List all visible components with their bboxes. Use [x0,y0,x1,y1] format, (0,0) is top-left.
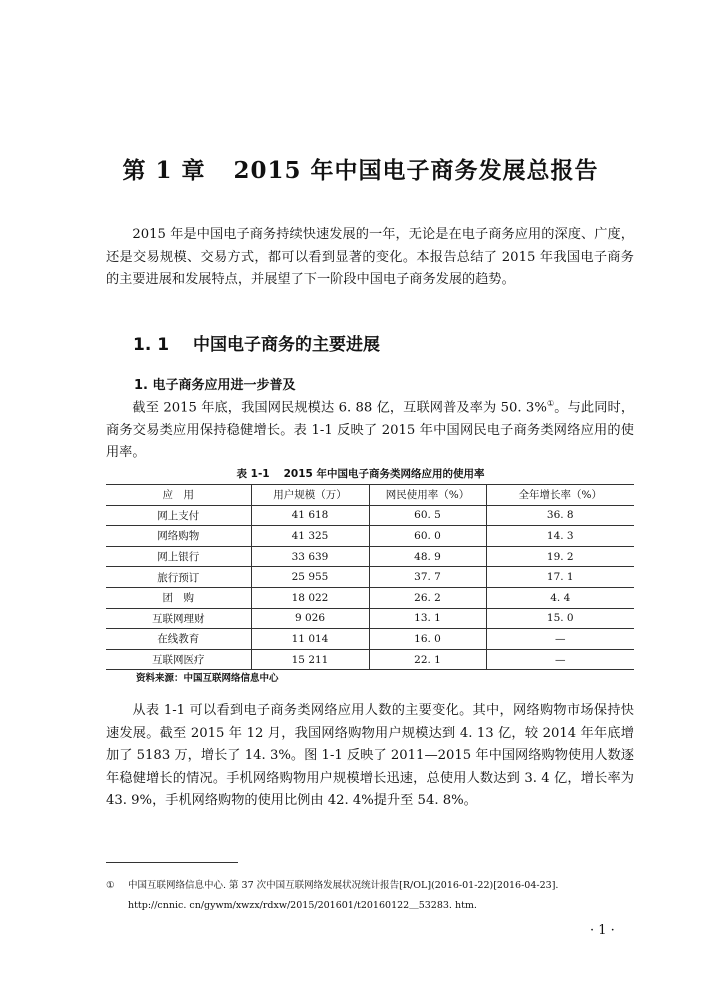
footnote-marker: ① [106,880,115,891]
header-usage-rate: 网民使用率（%） [369,485,486,506]
cell-growth-rate: 19. 2 [486,546,634,567]
cell-application: 网络购物 [106,526,251,547]
section-title [133,330,380,355]
table-row [106,505,634,526]
cell-application: 在线教育 [106,629,251,650]
table-number: 表 1-1 [236,468,270,480]
table-row [106,629,634,650]
cell-user-scale: 33 639 [251,546,369,567]
cell-application: 网上银行 [106,546,251,567]
page-number: · 1 · [590,923,615,938]
footnote-text: 中国互联网络信息中心. 第 37 次中国互联网络发展状况统计报告[R/OL](2016-01-22)[2016-04-23]. [128,880,559,891]
cell-growth-rate: 14. 3 [486,526,634,547]
chapter-title [0,152,721,185]
cell-application: 旅行预订 [106,567,251,588]
cell-usage-rate: 13. 1 [369,608,486,629]
chapter-number: 第 1 章 [122,157,206,184]
table-row [106,567,634,588]
table-source: 资料来源：中国互联网络信息中心 [136,673,279,684]
cell-growth-rate: 17. 1 [486,567,634,588]
footnote-reference[interactable]: ① [546,399,555,408]
header-growth-rate: 全年增长率（%） [486,485,634,506]
cell-user-scale: 9 026 [251,608,369,629]
footnote-url[interactable]: http://cnnic. cn/gywm/xwzx/rdxw/2015/201601/t20160122＿53283. htm. [128,900,477,911]
chapter-name: 2015 年中国电子商务发展总报告 [233,157,599,184]
table-row [106,649,634,670]
table-row [106,526,634,547]
cell-application: 团 购 [106,587,251,608]
footnote [106,876,634,916]
cell-growth-rate: — [486,629,634,650]
cell-application: 网上支付 [106,505,251,526]
subsection-title: 1. 电子商务应用进一步普及 [134,378,296,393]
header-user-scale: 用户规模（万） [251,485,369,506]
cell-usage-rate: 60. 5 [369,505,486,526]
cell-usage-rate: 48. 9 [369,546,486,567]
cell-usage-rate: 26. 2 [369,587,486,608]
ecommerce-usage-table [106,484,634,670]
table-caption [0,466,721,481]
cell-growth-rate: — [486,649,634,670]
table-title: 2015 年中国电子商务类网络应用的使用率 [283,468,485,480]
cell-user-scale: 25 955 [251,567,369,588]
cell-usage-rate: 60. 0 [369,526,486,547]
cell-user-scale: 18 022 [251,587,369,608]
cell-user-scale: 15 211 [251,649,369,670]
intro-paragraph: 2015 年是中国电子商务持续快速发展的一年，无论是在电子商务应用的深度、广度，还是交易规模、交易方式，都可以看到显著的变化。本报告总结了 2015 年我国电子商务的主要进展和发展特点，并展望了下一阶段中国电子商务发展的趋势。 [106,227,634,287]
paragraph-online-shopping: 从表 1-1 可以看到电子商务类网络应用人数的主要变化。其中，网络购物市场保持快速发展。截至 2015 年 12 月，我国网络购物用户规模达到 4. 13 亿，较 2014 年年底增加了 5183 万，增长了 14. 3%。图 1-1 反映了 2011—2015 年中国网络购物使用人数逐年稳健增长的情况。手机网络购物用户规模增长迅速，总使用人数达到 3. 4 亿，增长率为 43. 9%，手机网络购物的使用比例由 42. 4%提升至 54. 8%。 [106,703,634,808]
cell-application: 互联网理财 [106,608,251,629]
cell-user-scale: 41 325 [251,526,369,547]
paragraph-usage-text-2: 。与此同时，商务交易类应用保持稳健增长。表 1-1 反映了 2015 年中国网民电子商务类网络应用的使用率。 [106,400,635,461]
footnote-divider [106,862,238,863]
table-row [106,546,634,567]
cell-growth-rate: 36. 8 [486,505,634,526]
section-number: 1. 1 [133,335,170,355]
table-row [106,608,634,629]
cell-usage-rate: 37. 7 [369,567,486,588]
paragraph-usage [106,393,634,465]
cell-user-scale: 11 014 [251,629,369,650]
cell-growth-rate: 15. 0 [486,608,634,629]
table-header-row [106,485,634,506]
cell-usage-rate: 22. 1 [369,649,486,670]
header-application: 应 用 [106,485,251,506]
cell-application: 互联网医疗 [106,649,251,670]
cell-user-scale: 41 618 [251,505,369,526]
cell-usage-rate: 16. 0 [369,629,486,650]
paragraph-usage-text-1: 截至 2015 年底，我国网民规模达 6. 88 亿，互联网普及率为 50. 3% [132,400,547,416]
table-row [106,587,634,608]
cell-growth-rate: 4. 4 [486,587,634,608]
section-name: 中国电子商务的主要进展 [193,335,381,355]
